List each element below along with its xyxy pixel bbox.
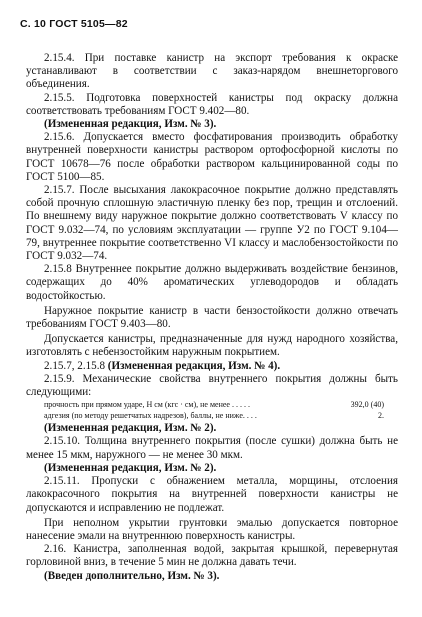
edit-note-izm-3: (Измененная редакция, Изм. № 3).: [44, 118, 217, 131]
property-label: прочность при прямом ударе, Н см (кгс · см), не менее . . . . .: [44, 400, 250, 410]
edit-note-izm-2: (Измененная редакция, Изм. № 2).: [44, 422, 217, 435]
paragraph-2-15-11: 2.15.11. Пропуски с обнажением металла, морщины, отслоения лакокрасочного покрытия на внутренней поверхности канистры не допускаются и исправлению не подлежат.: [26, 475, 398, 514]
paragraph-2-15-7: 2.15.7. После высыхания лакокрасочное покрытие должно представлять собой прочную сплошную эластичную пленку без пор, трещин и отслоений. По внешнему виду наружное покрытие должно соответствовать V классу по ГОСТ 9.032—74, по условиям эксплуатации — группе У2 по ГОСТ 9.104—79, внутреннее покрытие соответственно VI классу и маслобензостойкости по ГОСТ 9.032—74.: [26, 184, 398, 263]
paragraph-2-15-6: 2.15.6. Допускается вместо фосфатирования производить обработку внутренней поверхности канистры раствором ортофосфорной кислоты по ГОСТ 10678—76 после обработки раствором кальцинированной соды по ГОСТ 5100—85.: [26, 131, 398, 183]
edit-note-izm-4: (Измененная редакция, Изм. № 4).: [107, 359, 281, 372]
added-note-izm-3: (Введен дополнительно, Изм. № 3).: [44, 569, 220, 582]
property-row-adhesion: [26, 411, 398, 421]
paragraph-2-15-5: 2.15.5. Подготовка поверхностей канистры под окраску должна соответствовать требованиям ГОСТ 9.402—80.: [26, 91, 398, 117]
edit-note-izm-4-line: [26, 360, 398, 373]
paragraph-2-15-4: 2.15.4. При поставке канистр на экспорт требования к окраске устанавливают в соответствии с заказ-нарядом внешнеторгового объединения.: [26, 52, 398, 91]
property-value: 392,0 (40): [350, 400, 384, 410]
paragraph-primer: При неполном укрытии грунтовки эмалью допускается повторное нанесение эмали на внутреннюю поверхность канистры.: [26, 516, 398, 542]
paragraph-external-coating: Наружное покрытие канистр в части бензостойкости должно отвечать требованиям ГОСТ 9.403—80.: [26, 304, 398, 331]
paragraph-2-15-9: 2.15.9. Механические свойства внутреннего покрытия должны быть следующими:: [26, 372, 398, 399]
document-body: [26, 52, 398, 583]
paragraph-2-16: 2.16. Канистра, заполненная водой, закрытая крышкой, перевернутая горловиной вниз, в течение 5 мин не должна давать течи.: [26, 543, 398, 569]
property-value: 2.: [378, 411, 384, 421]
paragraph-2-15-10: 2.15.10. Толщина внутреннего покрытия (после сушки) должна быть не менее 15 мкм, наружного — не менее 30 мкм.: [26, 435, 398, 461]
property-row-impact-strength: [26, 400, 398, 410]
edit-note-izm-2b: (Измененная редакция, Изм. № 2).: [44, 461, 217, 474]
page-header: С. 10 ГОСТ 5105—82: [20, 18, 128, 30]
edit-note-izm-4-ref: 2.15.7, 2.15.8: [44, 359, 106, 372]
property-label: адгезия (по методу решетчатых надрезов), баллы, не ниже. . . .: [44, 411, 257, 421]
paragraph-allowance: Допускается канистры, предназначенные для нужд народного хозяйства, изготовлять с небензостойким наружным покрытием.: [26, 333, 398, 359]
paragraph-2-15-8: 2.15.8 Внутреннее покрытие должно выдерживать воздействие бензинов, содержащих до 40% ароматических углеводородов и обладать водостойкостью.: [26, 263, 398, 302]
